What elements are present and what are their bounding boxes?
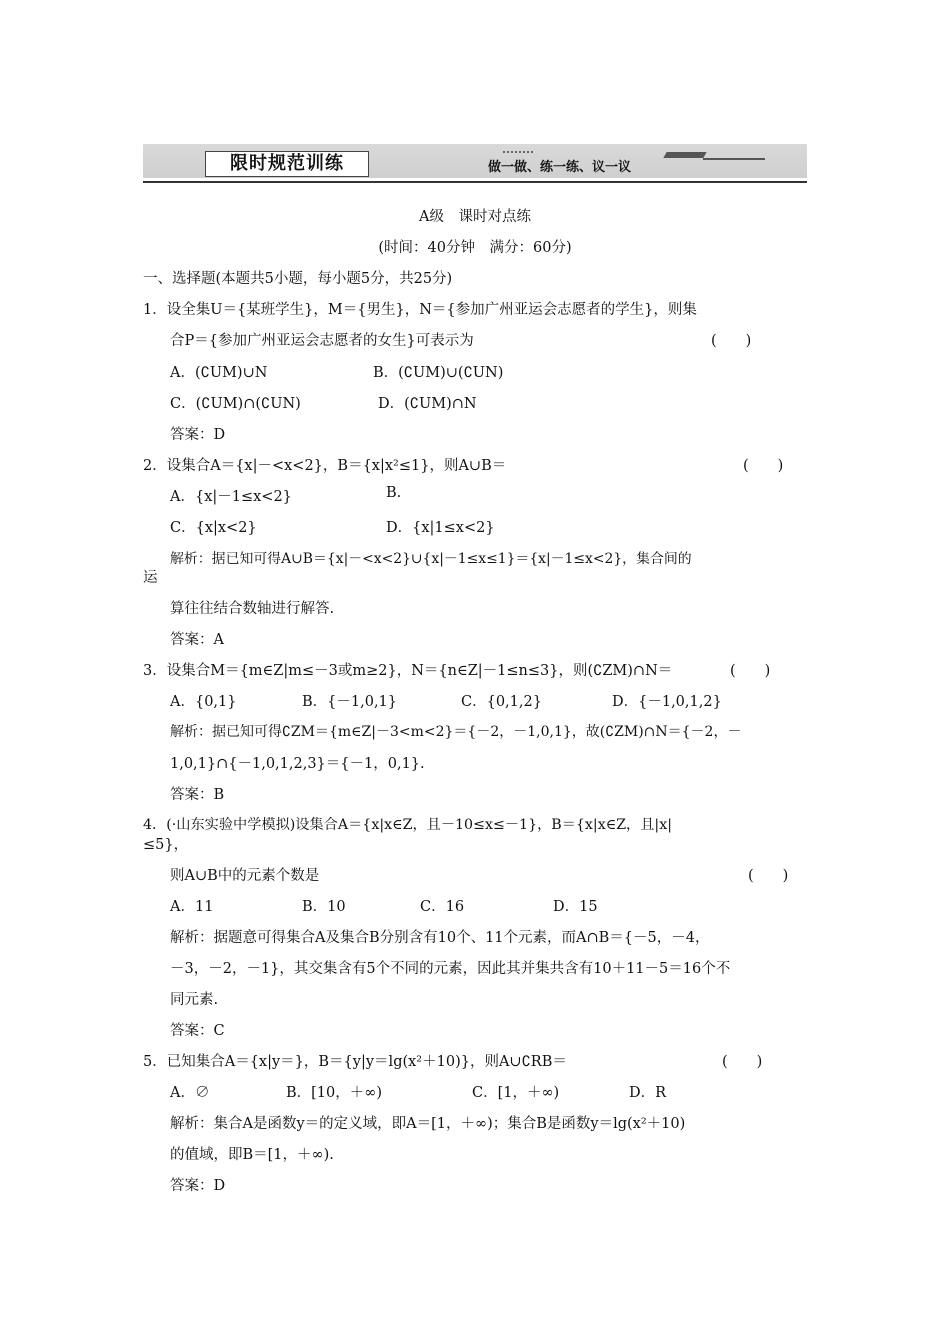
q5-stem: 5．已知集合A＝{x|y＝}，B＝{y|y＝lg(x²＋10)}，则A∪∁RB＝ [143, 1054, 567, 1070]
q1-option-b: B．(∁UM)∪(∁UN) [373, 365, 504, 381]
q1-option-d: D．(∁UM)∩N [378, 396, 477, 412]
q2-option-c: C．{x|x<2} [170, 520, 257, 536]
banner-line-decoration [703, 158, 765, 160]
q5-explanation-line1: 解析：集合A是函数y＝的定义域，即A＝[1，＋∞)；集合B是函数y＝lg(x²＋10) [170, 1116, 686, 1132]
q4-stem-line1: 4．(·山东实验中学模拟)设集合A＝{x|x∈Z，且－10≤x≤－1}，B＝{x|x∈Z，且|x| [143, 817, 672, 833]
q5-option-c: C．[1，＋∞) [472, 1085, 560, 1101]
q2-answer-paren: ( ) [743, 458, 784, 474]
q3-option-d: D．{－1,0,1,2} [612, 694, 722, 710]
q4-explanation-line3: 同元素. [170, 992, 219, 1008]
banner-stripe-decoration [663, 152, 706, 158]
q3-option-b: B．{－1,0,1} [302, 694, 398, 710]
q1-answer: 答案：D [170, 427, 226, 443]
banner-title: 限时规范训练 [205, 151, 369, 177]
q5-explanation-line2: 的值域，即B＝[1，＋∞). [170, 1147, 334, 1163]
level-heading: A级 课时对点练 [419, 209, 531, 225]
q2-explanation-overflow: 运 [143, 570, 158, 586]
q3-option-c: C．{0,1,2} [461, 694, 542, 710]
q4-stem-line2: 则A∪B中的元素个数是 [170, 868, 320, 884]
q5-option-a: A．∅ [170, 1085, 210, 1101]
q4-option-d: D．15 [553, 899, 598, 915]
q2-explanation-line1: 解析：据已知可得A∪B＝{x|－<x<2}∪{x|－1≤x≤1}＝{x|－1≤x<2}，集合间的 [170, 551, 692, 567]
q4-answer-paren: ( ) [748, 868, 789, 884]
q3-stem: 3．设集合M＝{m∈Z|m≤－3或m≥2}，N＝{n∈Z|－1≤n≤3}，则(∁ZM)∩N＝ [143, 663, 673, 679]
q5-answer-paren: ( ) [722, 1054, 763, 1070]
q5-answer: 答案：D [170, 1178, 226, 1194]
q4-explanation-line2: －3，－2，－1}，其交集含有5个不同的元素，因此其并集共含有10＋11－5＝16个不 [170, 961, 731, 977]
q4-option-c: C．16 [420, 899, 465, 915]
q2-explanation-line2: 算往往结合数轴进行解答. [170, 601, 335, 617]
banner-dots-decoration [503, 151, 533, 155]
q1-option-c: C．(∁UM)∩(∁UN) [170, 396, 301, 412]
q5-option-b: B．[10，＋∞) [286, 1085, 382, 1101]
q3-answer: 答案：B [170, 787, 225, 803]
banner-subtitle: 做一做、练一练、议一议 [488, 160, 632, 175]
q2-option-a: A．{x|－1≤x<2} [170, 489, 292, 505]
q5-option-d: D．R [629, 1085, 667, 1101]
q3-explanation-line1: 解析：据已知可得∁ZM＝{m∈Z|－3<m<2}＝{－2，－1,0,1}，故(∁ZM)∩N＝{－2，－ [170, 724, 742, 740]
q4-explanation-line1: 解析：据题意可得集合A及集合B分别含有10个、11个元素，而A∩B＝{－5，－4， [170, 930, 710, 946]
q3-explanation-line2: 1,0,1}∩{－1,0,1,2,3}＝{－1，0,1}. [170, 756, 425, 772]
q1-stem-line1: 1．设全集U＝{某班学生}，M＝{男生}，N＝{参加广州亚运会志愿者的学生}，则集 [143, 302, 697, 318]
q1-option-a: A．(∁UM)∪N [170, 365, 268, 381]
header-banner [143, 144, 807, 184]
q1-stem-line2: 合P＝{参加广州亚运会志愿者的女生}可表示为 [170, 333, 474, 349]
q1-answer-paren: ( ) [711, 333, 752, 349]
q4-stem-overflow: ≤5}， [143, 837, 189, 853]
q3-answer-paren: ( ) [730, 663, 771, 679]
q2-option-b: B. [386, 485, 402, 501]
q4-option-a: A．11 [170, 899, 214, 915]
q2-option-d: D．{x|1≤x<2} [386, 520, 495, 536]
q2-stem: 2．设集合A＝{x|－<x<2}，B＝{x|x²≤1}，则A∪B＝ [143, 458, 507, 474]
q4-answer: 答案：C [170, 1023, 225, 1039]
q4-option-b: B．10 [302, 899, 346, 915]
section-heading: 一、选择题(本题共5小题，每小题5分，共25分) [143, 271, 453, 287]
q3-option-a: A．{0,1} [170, 694, 237, 710]
banner-underline [143, 181, 807, 183]
time-score-info: (时间：40分钟 满分：60分) [378, 240, 572, 256]
q2-answer: 答案：A [170, 632, 224, 648]
